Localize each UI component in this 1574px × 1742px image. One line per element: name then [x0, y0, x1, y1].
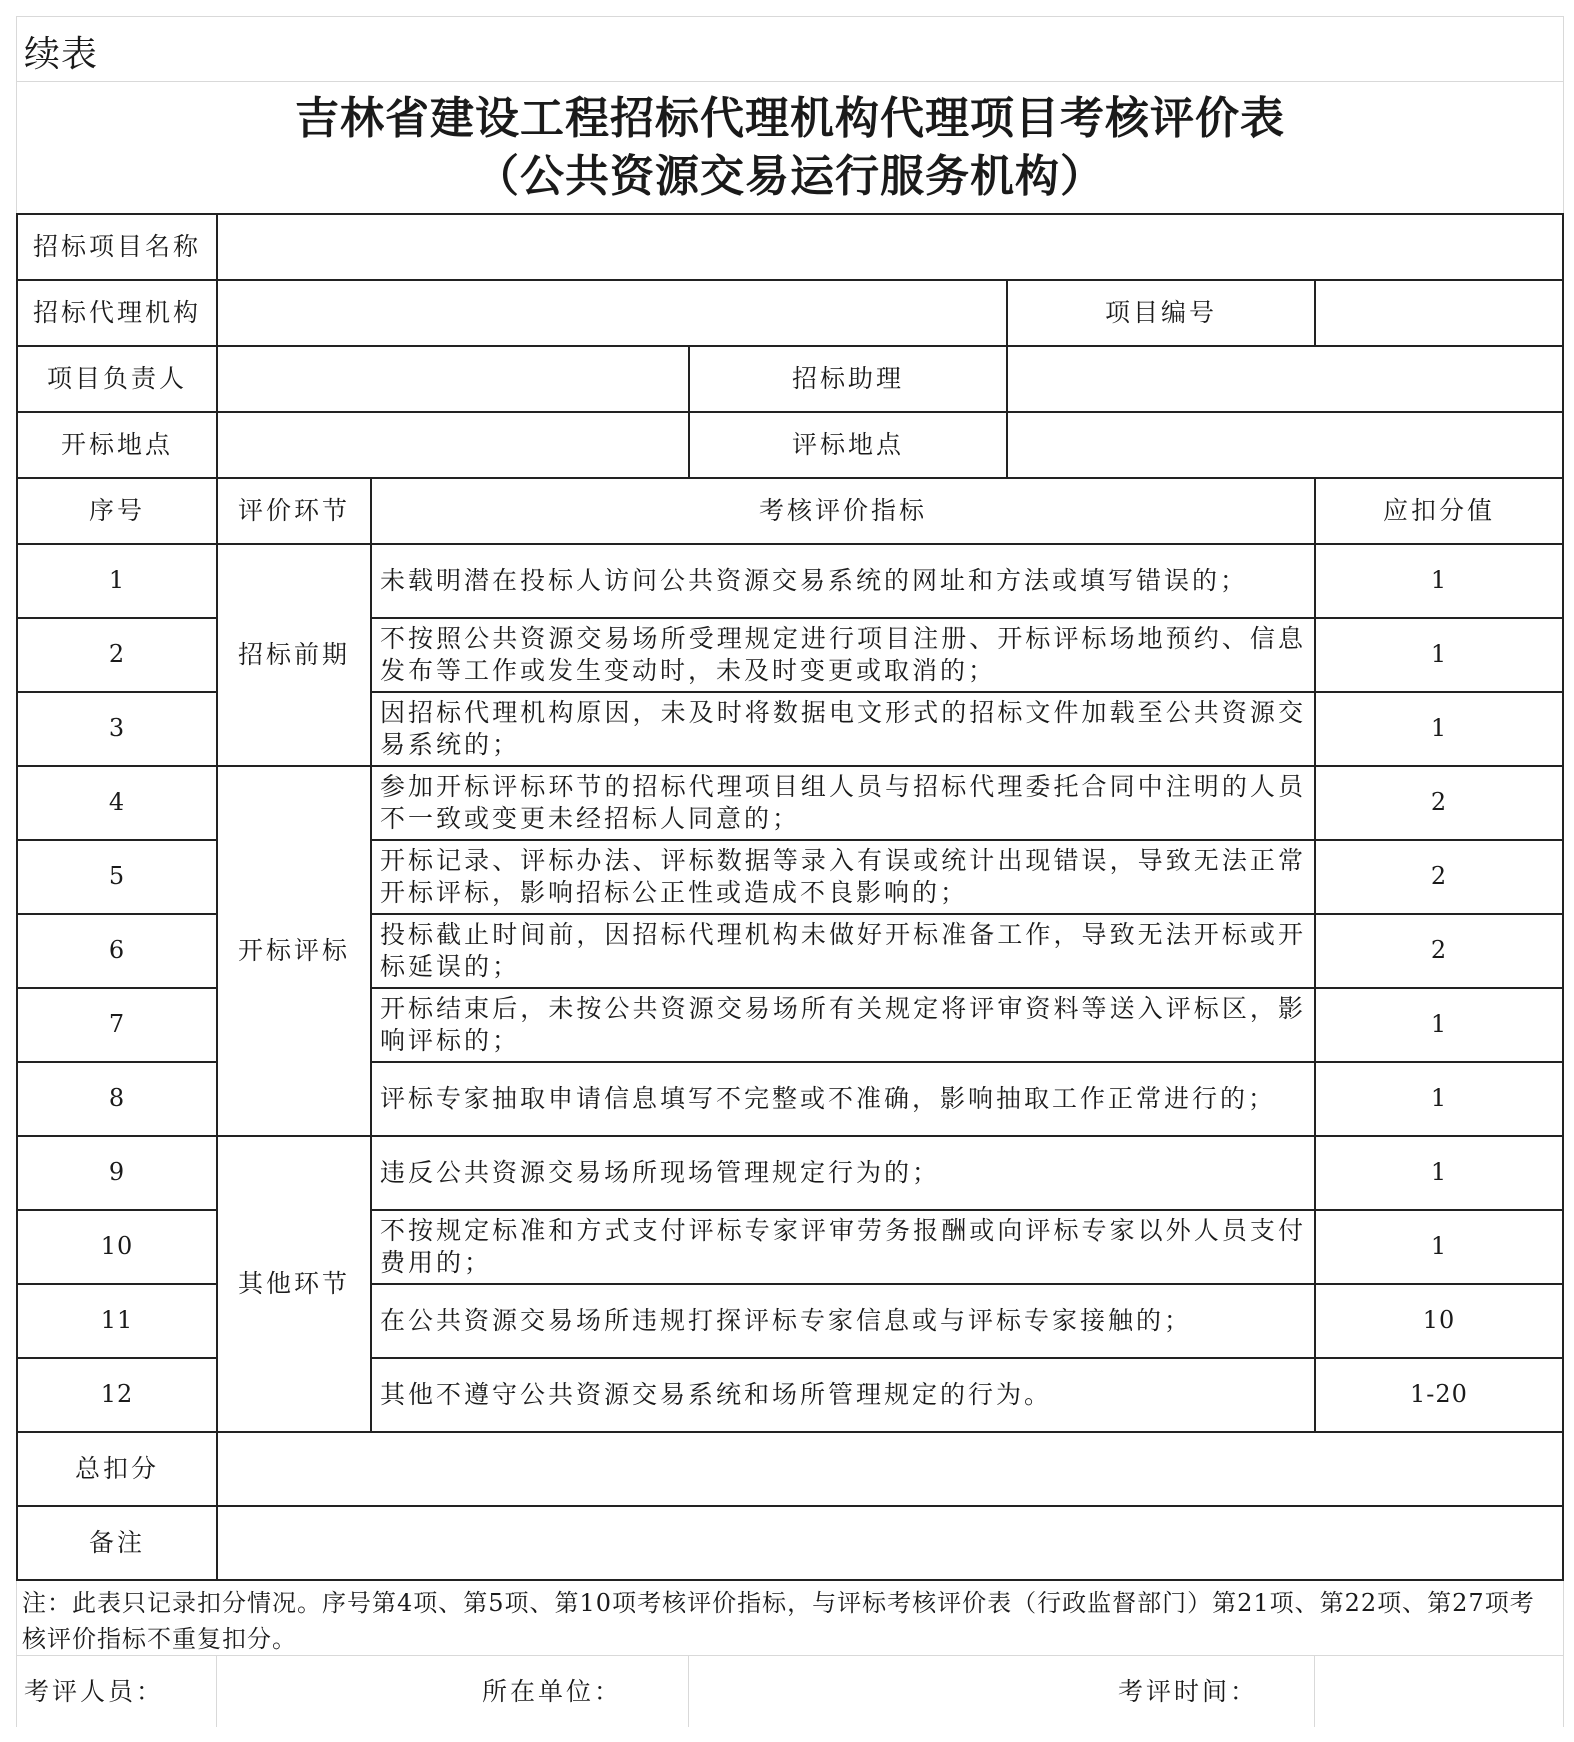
opening-place-value[interactable]	[218, 413, 688, 477]
header-score: 应扣分值	[1382, 495, 1495, 525]
row-score: 2	[1430, 862, 1448, 891]
row-indicator: 不按照公共资源交易场所受理规定进行项目注册、开标评标场地预约、信息发布等工作或发生变动时，未及时变更或取消的；	[380, 623, 1306, 685]
row-number: 6	[108, 936, 126, 965]
row-number: 9	[108, 1158, 126, 1187]
row-number: 2	[108, 640, 126, 669]
group-other: 其他环节	[237, 1268, 350, 1298]
row-indicator: 评标专家抽取申请信息填写不完整或不准确，影响抽取工作正常进行的；	[380, 1083, 1277, 1113]
row-score: 2	[1430, 788, 1448, 817]
footnote: 注：此表只记录扣分情况。序号第4项、第5项、第10项考核评价指标，与评标考核评价表（行政监督部门）第21项、第22项、第27项考核评价指标不重复扣分。	[22, 1589, 1535, 1653]
note-right-line	[1563, 1581, 1564, 1727]
project-no-label: 项目编号	[1104, 297, 1217, 327]
opening-place-label: 开标地点	[60, 429, 173, 459]
title-line-1: 吉林省建设工程招标代理机构代理项目考核评价表	[295, 93, 1285, 144]
remark-value[interactable]	[218, 1507, 1562, 1579]
continued-label: 续表	[24, 34, 99, 75]
row-indicator: 在公共资源交易场所违规打探评标专家信息或与评标专家接触的；	[380, 1305, 1193, 1335]
project-lead-label: 项目负责人	[46, 363, 187, 393]
evaluator-value[interactable]	[218, 1657, 470, 1727]
row-indicator: 投标截止时间前，因招标代理机构未做好开标准备工作，导致无法开标或开标延误的；	[380, 919, 1306, 981]
row-score: 1	[1430, 1232, 1448, 1261]
row-indicator: 其他不遵守公共资源交易系统和场所管理规定的行为。	[380, 1379, 1053, 1409]
row-indicator: 参加开标评标环节的招标代理项目组人员与招标代理委托合同中注明的人员不一致或变更未经招标人同意的；	[380, 771, 1306, 833]
evaluation-place-label: 评标地点	[791, 429, 904, 459]
row-indicator: 因招标代理机构原因，未及时将数据电文形式的招标文件加载至公共资源交易系统的；	[380, 697, 1306, 759]
row-number: 4	[108, 788, 126, 817]
time-label: 考评时间：	[1118, 1676, 1259, 1706]
row-score: 1	[1430, 566, 1448, 595]
project-no-value[interactable]	[1316, 281, 1562, 345]
row-indicator: 违反公共资源交易场所现场管理规定行为的；	[380, 1157, 941, 1187]
assistant-label: 招标助理	[791, 363, 904, 393]
row-number: 7	[108, 1010, 126, 1039]
row-score: 2	[1430, 936, 1448, 965]
row-number: 8	[108, 1084, 126, 1113]
row-score: 1-20	[1410, 1380, 1468, 1409]
row-score: 1	[1430, 1010, 1448, 1039]
page-top-line	[16, 16, 1564, 17]
group-opening-evaluation: 开标评标	[237, 935, 350, 965]
project-name-label: 招标项目名称	[32, 231, 201, 261]
assistant-value[interactable]	[1008, 347, 1562, 411]
agency-value[interactable]	[218, 281, 1006, 345]
project-name-value[interactable]	[218, 215, 1562, 279]
row-score: 10	[1422, 1306, 1456, 1335]
remark-label: 备注	[88, 1527, 145, 1557]
project-lead-value[interactable]	[218, 347, 688, 411]
row-number: 10	[100, 1232, 134, 1261]
row-indicator: 开标结束后，未按公共资源交易场所有关规定将评审资料等送入评标区，影响评标的；	[380, 993, 1306, 1055]
row-number: 5	[108, 862, 126, 891]
total-label: 总扣分	[74, 1453, 159, 1483]
time-value[interactable]	[1316, 1657, 1562, 1727]
row-indicator: 不按规定标准和方式支付评标专家评审劳务报酬或向评标专家以外人员支付费用的；	[380, 1215, 1306, 1277]
row-score: 1	[1430, 1084, 1448, 1113]
agency-label: 招标代理机构	[32, 297, 201, 327]
header-stage: 评价环节	[237, 495, 350, 525]
note-left-line	[16, 1581, 17, 1727]
row-indicator: 未载明潜在投标人访问公共资源交易系统的网址和方法或填写错误的；	[380, 565, 1249, 595]
row-score: 1	[1430, 714, 1448, 743]
row-score: 1	[1430, 1158, 1448, 1187]
unit-value[interactable]	[690, 1657, 1110, 1727]
evaluator-label: 考评人员：	[24, 1676, 165, 1706]
title-line-2: （公共资源交易运行服务机构）	[475, 151, 1105, 202]
header-no: 序号	[88, 495, 145, 525]
row-number: 3	[108, 714, 126, 743]
total-value[interactable]	[218, 1433, 1562, 1505]
prefix-divider	[16, 81, 1564, 82]
row-score: 1	[1430, 640, 1448, 669]
row-indicator: 开标记录、评标办法、评标数据等录入有误或统计出现错误，导致无法正常开标评标，影响招标公正性或造成不良影响的；	[380, 845, 1306, 907]
row-number: 11	[100, 1306, 134, 1335]
page-title	[16, 90, 1564, 210]
row-number: 12	[100, 1380, 134, 1409]
evaluation-place-value[interactable]	[1008, 413, 1562, 477]
header-indicator: 考核评价指标	[758, 495, 927, 525]
group-pre-tender: 招标前期	[237, 639, 350, 669]
row-number: 1	[108, 566, 126, 595]
unit-label: 所在单位：	[482, 1676, 623, 1706]
